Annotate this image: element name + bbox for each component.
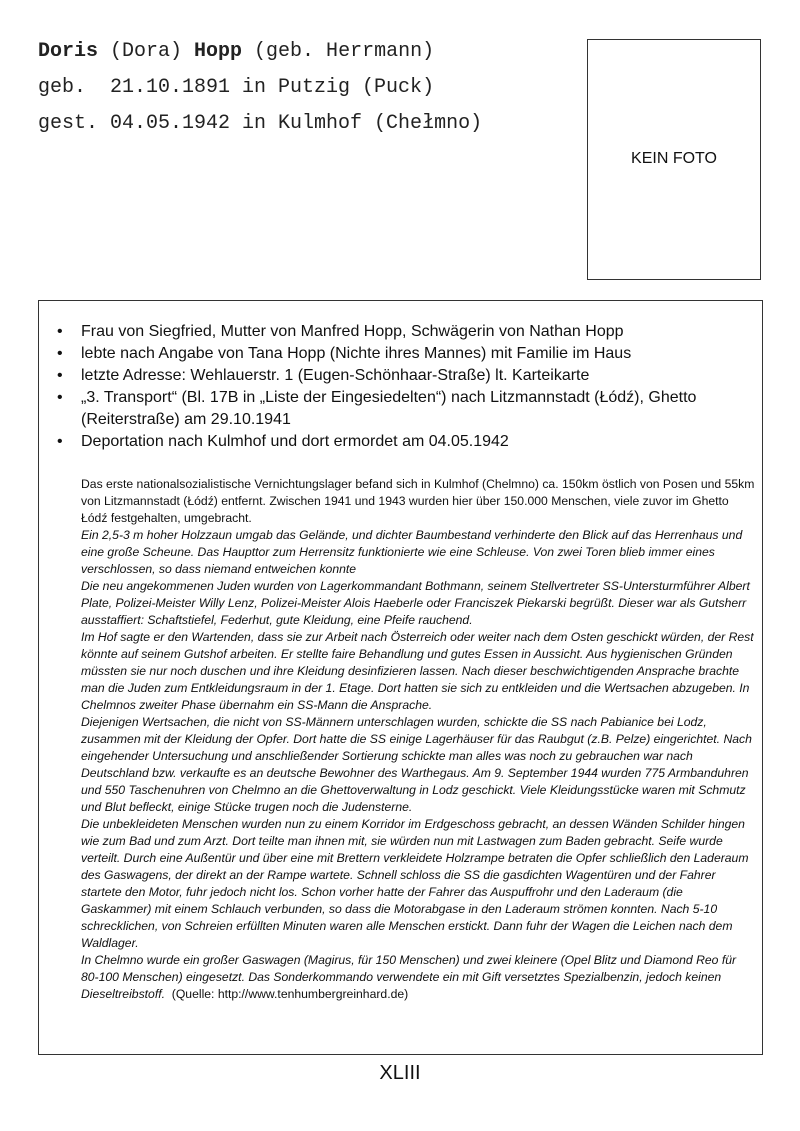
alias-name: (Dora) xyxy=(98,40,195,63)
bullet-item: • Deportation nach Kulmhof und dort ermordet am 04.05.1942 xyxy=(57,431,737,453)
history-final-paragraph xyxy=(81,952,756,1003)
bullet-item: • letzte Adresse: Wehlauerstr. 1 (Eugen-Schönhaar-Straße) lt. Karteikarte xyxy=(57,365,737,387)
history-paragraph: Diejenigen Wertsachen, die nicht von SS-Männern unterschlagen wurden, schickte die SS nach Pabianice bei Lodz, zusammen mit der Kleidung der Opfer. Dort hatte die SS einige Lagerhäuser für das Raubgut (z.B. Pelze) eingerichtet. Nach eingehender Untersuchung und anschließender Sortierung schickte man alles was noch zu gebrauchen war nach Deutschland bzw. verkaufte es an deutsche Bewohner des Warthegaus. Am 9. September 1944 wurden 775 Armbanduhren und 550 Taschenuhren von Chelmno an die Ghettoverwaltung in Lodz geschickt. Viele Kleidungsstücke waren mit Schmutz und Blut befleckt, einige Stücke trugen noch die Judensterne. xyxy=(81,715,752,814)
history-paragraph: Die unbekleideten Menschen wurden nun zu einem Korridor im Erdgeschoss gebracht, an dessen Wänden Schilder hingen wie zum Bad und zum Arzt. Dort teilte man ihnen mit, sie würden nun mit Lastwagen zum Baden gebracht. Seife wurde verteilt. Durch eine Außentür und über eine mit Brettern verkleidete Holzrampe betraten die Opfer schließlich den Laderaum des Gaswagens, der direkt an der Rampe wartete. Schnell schloss die SS die gasdichten Wagentüren und der Fahrer startete den Motor, fuhr jedoch nicht los. Schon vorher hatte der Fahrer das Auspuffrohr und den Laderaum (die Gaskammer) mit einem Schlauch verbunden, so dass die Motorabgase in den Laderaum strömen konnten. Nach 5-10 schrecklichen, von Schreien erfüllten Minuten waren alle Menschen erstickt. Dann fuhr der Wagen die Leichen nach dem Waldlager. xyxy=(81,817,749,950)
history-text xyxy=(81,476,756,1003)
history-paragraph: In Chelmno wurde ein großer Gaswagen (Magirus, für 150 Menschen) und zwei kleinere (Opel Blitz und Diamond Reo für 80-100 Menschen) eingesetzt. Das Sonderkommando verwendete ein mit Gift versetztes Spezialbenzin, jedoch keinen Dieseltreibstoff. xyxy=(81,953,737,1001)
last-name: Hopp xyxy=(194,40,243,63)
name-line xyxy=(38,38,578,74)
page-number: XLIII xyxy=(379,1062,421,1084)
header xyxy=(38,38,578,146)
biography-box xyxy=(38,300,763,1055)
history-paragraph: Die neu angekommenen Juden wurden von Lagerkommandant Bothmann, seinem Stellvertreter SS-Untersturmführer Albert Plate, Polizei-Meister Willy Lenz, Polizei-Meister Alois Haeberle oder Franciszek Piekarski begrüßt. Dieser war als Gutsherr ausstaffiert: Schaftstiefel, Federhut, gute Kleidung, eine Pfeife rauchend. xyxy=(81,579,750,627)
death-line: gest. 04.05.1942 in Kulmhof (Chełmno) xyxy=(38,112,483,135)
first-name: Doris xyxy=(38,40,99,63)
source-note: (Quelle: http://www.tenhumbergreinhard.de) xyxy=(165,987,409,1001)
history-paragraph: Ein 2,5-3 m hoher Holzzaun umgab das Gelände, und dichter Baumbestand verhinderte den Blick auf das Herrenhaus und eine große Scheune. Das Haupttor zum Herrensitz funktionierte wie eine Schleuse. Von zwei Toren blieb immer eines verschlossen, so dass niemand entweichen konnte xyxy=(81,528,743,576)
birth-line: geb. 21.10.1891 in Putzig (Puck) xyxy=(38,76,435,99)
photo-placeholder-label: KEIN FOTO xyxy=(631,150,717,167)
bullet-list xyxy=(57,321,737,453)
history-paragraph: Im Hof sagte er den Wartenden, dass sie zur Arbeit nach Österreich oder weiter nach dem Osten geschickt würden, der Rest könnte auf seinem Gutshof arbeiten. Er stellte faire Behandlung und gutes Essen in Aussicht. Aus hygienischen Gründen müssten sie nur noch duschen und ihre Kleidung desinfizieren lassen. Nach dieser beschwichtigenden Ansprache brachte man die Juden zum Entkleidungsraum in der 1. Etage. Dort hatten sie sich zu entkleiden und die Wertsachen abzugeben. In Chelmnos zweiter Phase übernahm ein SS-Mann die Ansprache. xyxy=(81,630,754,712)
bullet-item: • lebte nach Angabe von Tana Hopp (Nichte ihres Mannes) mit Familie im Haus xyxy=(57,343,737,365)
photo-placeholder xyxy=(587,39,761,280)
history-intro: Das erste nationalsozialistische Vernichtungslager befand sich in Kulmhof (Chelmno) ca. 150km östlich von Posen und 55km von Litzmannstadt (Łódź) entfernt. Zwischen 1941 und 1943 wurden hier über 150.000 Menschen, viele zuvor im Ghetto Łódź festgehalten, umgebracht. xyxy=(81,477,755,525)
birth-name: (geb. Herrmann) xyxy=(242,40,435,63)
bullet-item: • Frau von Siegfried, Mutter von Manfred Hopp, Schwägerin von Nathan Hopp xyxy=(57,321,737,343)
bullet-item: • „3. Transport“ (Bl. 17B in „Liste der Eingesiedelten“) nach Litzmannstadt (Łódź), Ghetto (Reiterstraße) am 29.10.1941 xyxy=(57,387,737,431)
